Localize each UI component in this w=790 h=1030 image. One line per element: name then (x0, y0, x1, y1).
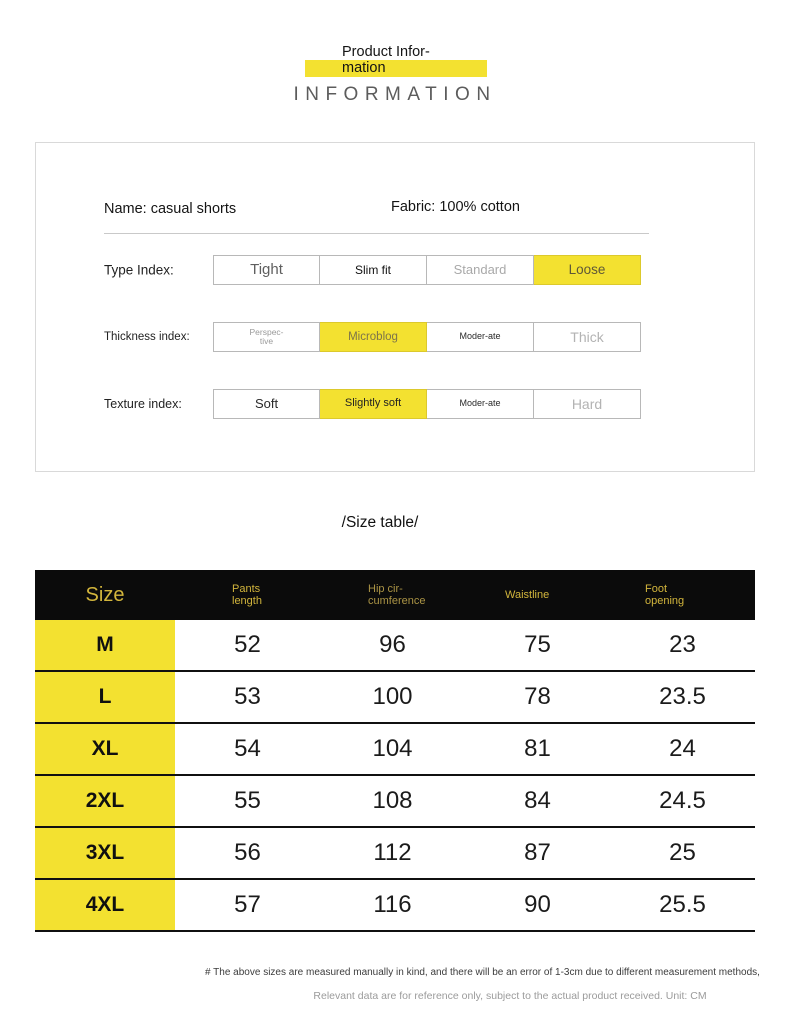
waistline-value: 84 (524, 787, 551, 814)
measurement-note: # The above sizes are measured manually in kind, and there will be an error of 1-3cm due to different measurement methods, (205, 967, 760, 978)
texture-index-options (213, 389, 641, 419)
option-microblog-selected: Microblog (320, 322, 427, 352)
size-cell: 2XL (35, 776, 175, 826)
product-fabric: Fabric: 100% cotton (391, 199, 520, 215)
product-info-panel (35, 142, 755, 472)
waistline-value: 75 (524, 631, 551, 658)
texture-index-label: Texture index: (104, 397, 182, 411)
hip-value: 96 (379, 631, 406, 658)
type-index-options (213, 255, 641, 285)
texture-index-row (36, 389, 754, 419)
foot-opening-value: 24 (669, 735, 696, 762)
option-perspective: Perspec-tive (213, 322, 320, 352)
pants-length-value: 56 (234, 839, 261, 866)
table-row-3xl (35, 828, 755, 880)
waistline-value: 81 (524, 735, 551, 762)
col-header-foot-opening: Foot opening (645, 583, 685, 607)
pants-length-value: 53 (234, 683, 261, 710)
thickness-index-label: Thickness index: (104, 331, 190, 343)
reference-note: Relevant data are for reference only, subject to the actual product received. Unit: CM (313, 990, 707, 1002)
type-index-label: Type Index: (104, 262, 174, 278)
option-tight: Tight (213, 255, 320, 285)
size-table-header (35, 570, 755, 620)
size-cell: XL (35, 724, 175, 774)
size-cell: 3XL (35, 828, 175, 878)
pants-length-value: 55 (234, 787, 261, 814)
option-moderate-texture: Moder-ate (427, 389, 534, 419)
hip-value: 104 (372, 735, 413, 762)
pants-length-value: 54 (234, 735, 261, 762)
thickness-index-row (36, 322, 754, 352)
col-header-size: Size (85, 583, 125, 606)
size-table (35, 570, 755, 932)
table-row-xl (35, 724, 755, 776)
divider-line (104, 233, 649, 234)
table-row-m (35, 620, 755, 672)
page-subtitle: INFORMATION (293, 84, 497, 105)
option-standard: Standard (427, 255, 534, 285)
col-header-waistline: Waistline (505, 589, 550, 601)
product-name: Name: casual shorts (104, 201, 237, 217)
option-slim-fit: Slim fit (320, 255, 427, 285)
foot-opening-value: 23.5 (659, 683, 706, 710)
col-header-hip-circumference: Hip cir-cumference (368, 583, 426, 607)
option-moderate-thickness: Moder-ate (427, 322, 534, 352)
hip-value: 116 (373, 891, 412, 918)
option-slightly-soft-selected: Slightly soft (320, 389, 427, 419)
foot-opening-value: 23 (669, 631, 696, 658)
hip-value: 100 (372, 683, 413, 710)
option-thick: Thick (534, 322, 641, 352)
pants-length-value: 57 (234, 891, 261, 918)
col-header-pants-length: Pants length (232, 583, 262, 607)
type-index-row (36, 255, 754, 285)
table-row-l (35, 672, 755, 724)
size-table-heading: /Size table/ (341, 514, 419, 531)
size-cell: L (35, 672, 175, 722)
option-loose-selected: Loose (534, 255, 641, 285)
page-title-line1: Product Infor- (342, 44, 430, 60)
option-soft: Soft (213, 389, 320, 419)
hip-value: 112 (373, 839, 412, 866)
foot-opening-value: 25 (669, 839, 696, 866)
table-row-2xl (35, 776, 755, 828)
size-cell: 4XL (35, 880, 175, 930)
option-hard: Hard (534, 389, 641, 419)
thickness-index-options (213, 322, 641, 352)
hip-value: 108 (372, 787, 413, 814)
table-row-4xl (35, 880, 755, 932)
size-cell: M (35, 620, 175, 670)
pants-length-value: 52 (234, 631, 261, 658)
waistline-value: 90 (524, 891, 551, 918)
waistline-value: 87 (524, 839, 551, 866)
page-title-line2-highlight: mation (305, 60, 487, 77)
foot-opening-value: 24.5 (659, 787, 706, 814)
page-title (305, 44, 487, 77)
waistline-value: 78 (524, 683, 551, 710)
foot-opening-value: 25.5 (659, 891, 706, 918)
